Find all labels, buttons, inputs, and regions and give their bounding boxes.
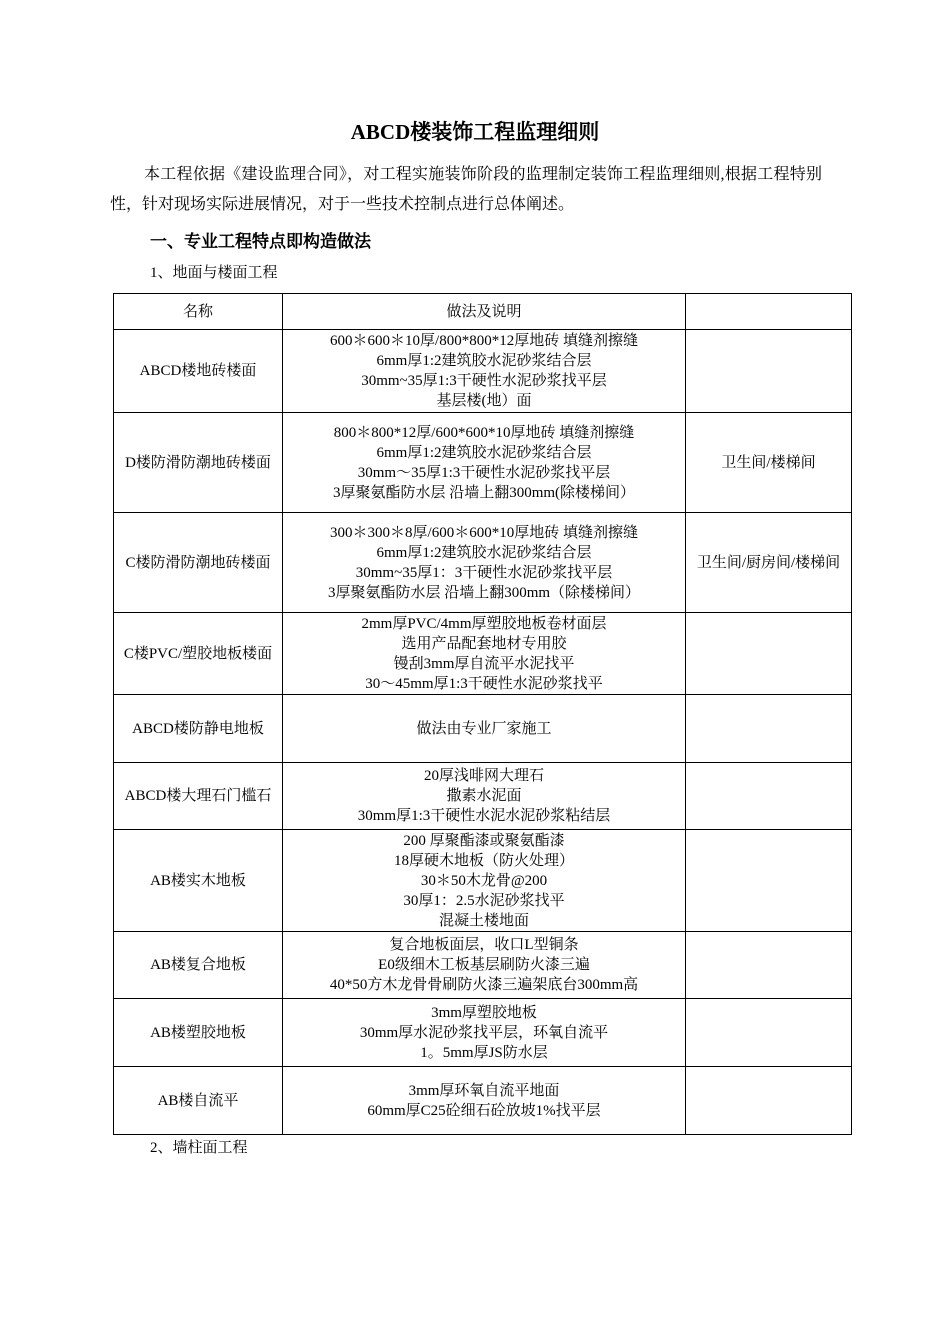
row-name-cell: AB楼实木地板 [114,830,283,932]
row-note-cell [686,932,852,999]
header-name: 名称 [114,294,283,330]
table-body [114,330,852,1135]
table-header-row [114,294,852,330]
table-row [114,932,852,999]
method-line: 3mm厚塑胶地板 [431,1004,537,1021]
method-line: 3厚聚氨酯防水层 沿墙上翻300mm（除楼梯间） [327,584,641,601]
method-line: 30mm~35厚1：3干硬性水泥砂浆找平层 [355,564,613,581]
subsection-heading-floor: 1、地面与楼面工程 [150,265,278,281]
row-note-cell [686,613,852,695]
table-row [114,513,852,613]
table-row [114,695,852,763]
row-note-cell: 卫生间/楼梯间 [686,413,852,513]
row-method-cell [283,999,686,1067]
row-note-cell [686,695,852,763]
row-method-cell [283,330,686,413]
method-line: 镘刮3mm厚自流平水泥找平 [393,655,575,672]
method-line: 30～45mm厚1:3干硬性水泥砂浆找平 [365,675,603,692]
header-note [686,294,852,330]
method-line: 30mm厚1:3干硬性水泥水泥砂浆粘结层 [357,808,611,824]
table-row [114,830,852,932]
row-name-cell: ABCD楼防静电地板 [114,695,283,763]
row-name-cell: C楼PVC/塑胶地板楼面 [114,613,283,695]
page-title: ABCD楼装饰工程监理细则 [350,120,600,144]
row-note-cell [686,330,852,413]
method-line: 选用产品配套地材专用胶 [401,635,567,652]
method-line: 200 厚聚酯漆或聚氨酯漆 [403,832,565,849]
method-line: 基层楼(地）面 [436,393,532,409]
method-line: 800＊800*12厚/600*600*10厚地砖 填缝剂擦缝 [333,424,635,441]
method-line: 60mm厚C25砼细石砼放坡1%找平层 [367,1102,601,1119]
row-name-cell: C楼防滑防潮地砖楼面 [114,513,283,613]
row-note-cell [686,1067,852,1135]
method-line: E0级细木工板基层刷防火漆三遍 [378,957,590,973]
row-method-cell [283,695,686,763]
table-row [114,330,852,413]
method-line: 300＊300＊8厚/600＊600*10厚地砖 填缝剂擦缝 [330,524,638,541]
method-line: 3mm厚环氧自流平地面 [408,1082,560,1099]
row-note-cell: 卫生间/厨房间/楼梯间 [686,513,852,613]
method-line: 600＊600＊10厚/800*800*12厚地砖 填缝剂擦缝 [330,333,638,349]
method-line: 做法由专业厂家施工 [416,720,552,737]
row-name-cell: D楼防滑防潮地砖楼面 [114,413,283,513]
row-note-cell [686,999,852,1067]
method-line: 30mm厚水泥砂浆找平层，环氧自流平 [359,1024,609,1041]
method-line: 6mm厚1:2建筑胶水泥砂浆结合层 [376,353,592,369]
row-method-cell [283,932,686,999]
table-row [114,999,852,1067]
method-line: 混凝土楼地面 [438,912,529,929]
method-line: 30mm～35厚1:3干硬性水泥砂浆找平层 [357,464,611,481]
method-line: 30mm~35厚1:3干硬性水泥砂浆找平层 [361,373,607,389]
row-method-cell [283,613,686,695]
method-line: 2mm厚PVC/4mm厚塑胶地板卷材面层 [361,615,607,632]
method-line: 18厚硬木地板（防火处理） [393,852,574,869]
method-line: 6mm厚1:2建筑胶水泥砂浆结合层 [376,544,592,561]
row-method-cell [283,413,686,513]
method-line: 1。5mm厚JS防水层 [420,1044,548,1061]
method-line: 3厚聚氨酯防水层 沿墙上翻300mm(除楼梯间） [332,484,636,501]
row-note-cell [686,830,852,932]
row-method-cell [283,763,686,830]
subsection-heading-wall: 2、墙柱面工程 [150,1140,248,1156]
row-name-cell: AB楼塑胶地板 [114,999,283,1067]
row-name-cell: ABCD楼大理石门槛石 [114,763,283,830]
row-name-cell: AB楼复合地板 [114,932,283,999]
table-row [114,413,852,513]
floor-spec-table [113,293,852,1135]
method-line: 复合地板面层，收口L型铜条 [389,937,579,953]
table-row [114,763,852,830]
method-line: 30厚1：2.5水泥砂浆找平 [403,892,565,909]
row-method-cell [283,1067,686,1135]
row-name-cell: ABCD楼地砖楼面 [114,330,283,413]
row-method-cell [283,830,686,932]
row-name-cell: AB楼自流平 [114,1067,283,1135]
method-line: 20厚浅啡网大理石 [423,768,544,784]
header-method: 做法及说明 [283,294,686,330]
row-method-cell [283,513,686,613]
method-line: 撒素水泥面 [446,788,522,804]
table-row [114,613,852,695]
row-note-cell [686,763,852,830]
section-heading: 一、专业工程特点即构造做法 [150,232,371,251]
method-line: 40*50方木龙骨骨刷防火漆三遍架底台300mm高 [329,977,639,993]
method-line: 6mm厚1:2建筑胶水泥砂浆结合层 [376,444,592,461]
intro-paragraph: 本工程依据《建设监理合同》，对工程实施装饰阶段的监理制定装饰工程监理细则,根据工程特别性，针对现场实际进展情况，对于一些技术控制点进行总体阐述。 [110,166,822,213]
table-row [114,1067,852,1135]
method-line: 30＊50木龙骨@200 [420,872,548,889]
